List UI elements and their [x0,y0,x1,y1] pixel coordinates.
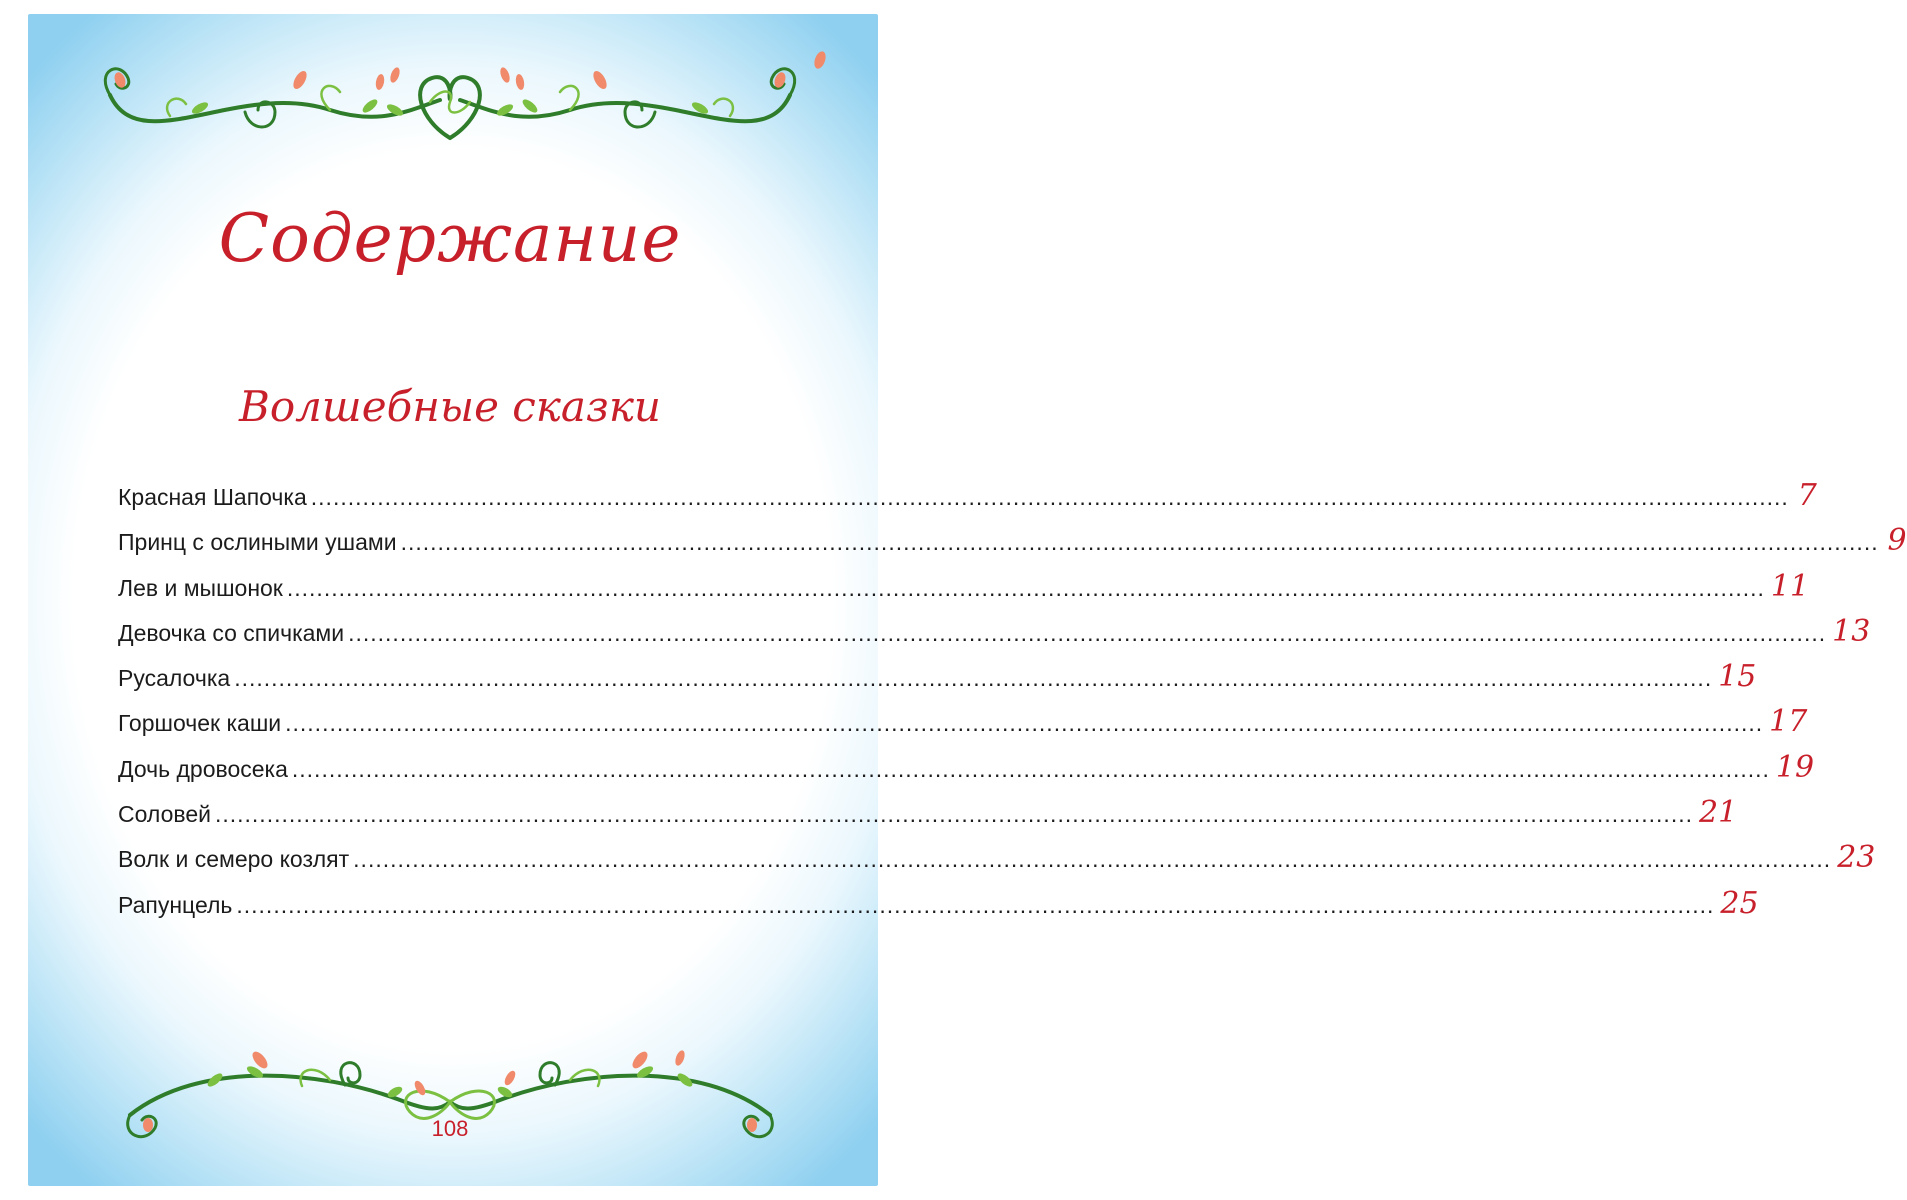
toc-entry-title: Рапунцель [118,891,233,918]
page-number: 108 [431,1116,469,1141]
toc-entry [118,659,1757,704]
toc-entry [118,478,1817,523]
toc-leader-dots: ........................................................................................................................................................................................................ [353,846,1832,873]
toc-entry-page: 13 [1832,613,1871,649]
toc-entry-page: 17 [1769,704,1808,740]
toc-entry [118,568,1810,614]
toc-leader-dots: ........................................................................................................................................................................................................ [234,665,1713,692]
toc-entry-page: 15 [1718,659,1757,695]
toc-entry [118,523,1907,568]
toc-leader-dots: ........................................................................................................................................................................................................ [285,710,1764,737]
toc-entry [118,749,1815,795]
toc-entry-page: 23 [1837,840,1876,876]
toc-entry [118,840,1876,885]
toc-leader-dots: ........................................................................................................................................................................................................ [310,484,1789,510]
toc-entry-title: Красная Шапочка [118,484,307,510]
section-title: Волшебные сказки [239,382,661,431]
toc-entry-title: Принц с ослиными ушами [118,529,397,556]
bottom-floral-ornament-icon [0,1040,900,1160]
toc-entry-title: Девочка со спичками [118,619,345,646]
toc-entry-page: 25 [1720,885,1759,921]
toc-entry-title: Горшочек каши [118,710,282,737]
toc-entry-page: 7 [1797,478,1817,513]
toc-entry [118,613,1871,659]
toc-leader-dots: ........................................................................................................................................................................................................ [214,801,1693,828]
toc-entry [118,885,1759,931]
toc-entry-page: 11 [1770,568,1810,604]
toc-entry-page: 19 [1775,749,1815,785]
toc-entry-title: Дочь дровосека [118,755,288,782]
toc-entry-title: Соловей [118,801,211,828]
toc-entry-title: Русалочка [118,665,231,692]
toc-entry-title: Лев и мышонок [118,574,283,601]
toc-entry-page: 21 [1699,795,1738,831]
toc-leader-dots: ........................................................................................................................................................................................................ [348,619,1827,646]
toc-entry [118,795,1738,840]
toc-entry-title: Волк и семеро козлят [118,846,350,873]
toc-leader-dots: ........................................................................................................................................................................................................ [291,755,1770,782]
toc-entry-page: 9 [1887,523,1907,559]
toc-leader-dots: ........................................................................................................................................................................................................ [236,891,1715,918]
toc-entry [118,704,1808,749]
top-floral-ornament-icon [0,40,900,160]
toc-leader-dots: ........................................................................................................................................................................................................ [400,529,1879,556]
table-of-contents [118,478,1907,931]
toc-leader-dots: ........................................................................................................................................................................................................ [286,574,1765,601]
page-title: Содержание [218,200,682,277]
